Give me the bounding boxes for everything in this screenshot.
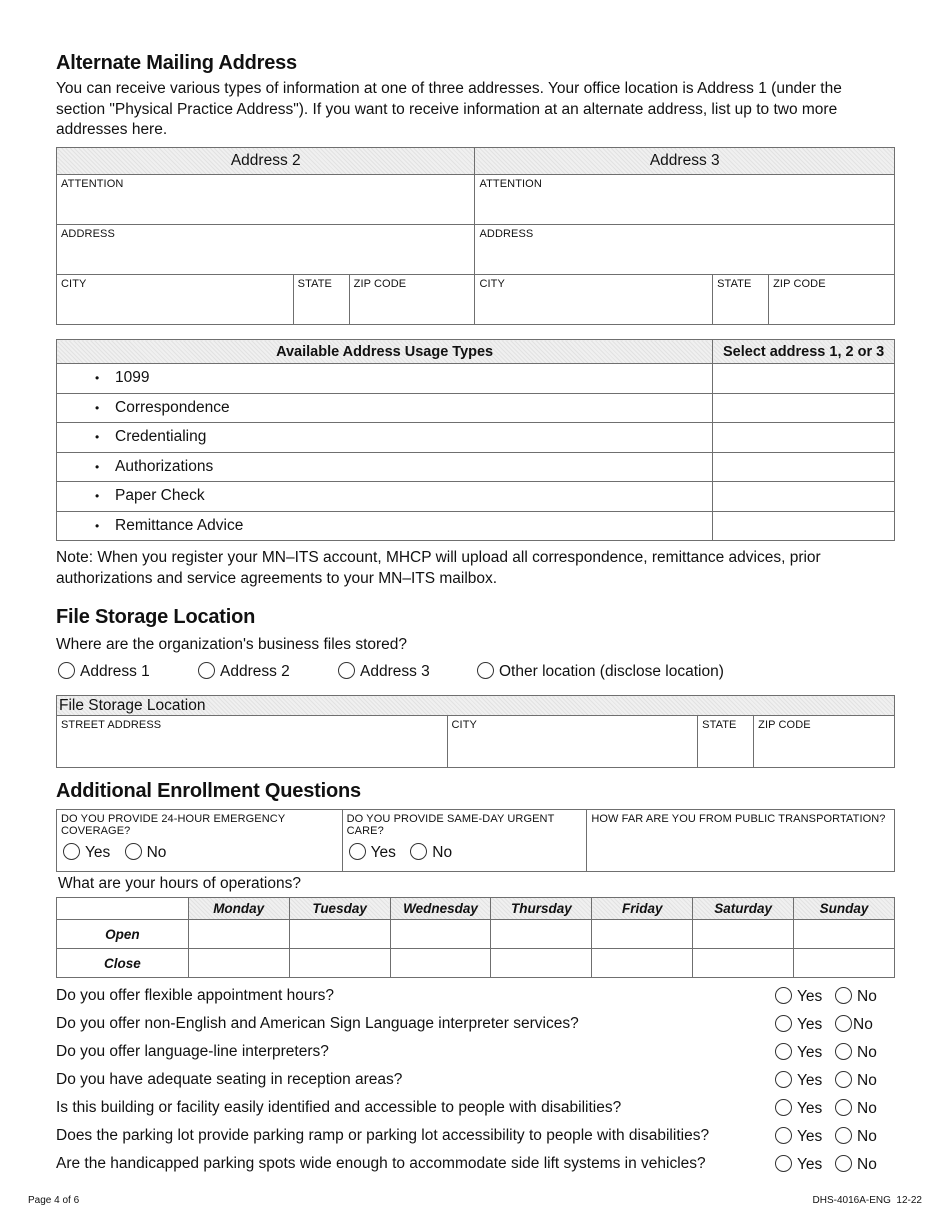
no-option[interactable] — [835, 1043, 877, 1062]
usage-item — [57, 393, 713, 423]
question-text: Do you offer language-line interpreters? — [56, 1043, 329, 1060]
city-label: CITY — [451, 719, 477, 731]
radio-icon[interactable] — [410, 843, 427, 860]
public-transport-field[interactable] — [587, 810, 895, 872]
no-label: No — [432, 844, 453, 861]
day-header-thursday: Thursday — [491, 898, 592, 920]
usage-item — [57, 364, 713, 394]
no-option[interactable] — [835, 1015, 873, 1034]
close-sunday-field[interactable] — [794, 949, 895, 978]
usage-select-field[interactable] — [713, 511, 895, 541]
open-sunday-field[interactable] — [794, 920, 895, 949]
day-header-wednesday: Wednesday — [390, 898, 491, 920]
yes-label: Yes — [797, 1128, 823, 1145]
address-3-header: Address 3 — [475, 148, 895, 175]
yes-label: Yes — [370, 844, 396, 861]
question-row — [56, 1071, 895, 1095]
yes-option[interactable] — [775, 1099, 822, 1118]
address-3-state-field[interactable] — [713, 275, 769, 325]
close-row-label: Close — [57, 949, 189, 978]
file-storage-state-field[interactable] — [698, 716, 754, 768]
file-storage-option-address-3[interactable] — [338, 662, 430, 681]
file-storage-zip-field[interactable] — [754, 716, 895, 768]
close-thursday-field[interactable] — [491, 949, 592, 978]
state-label: STATE — [717, 278, 752, 290]
select-address-header: Select address 1, 2 or 3 — [713, 340, 895, 364]
file-storage-question: Where are the organization's business files stored? — [56, 636, 408, 653]
radio-icon[interactable] — [835, 1127, 852, 1144]
urgent-care-label: DO YOU PROVIDE SAME-DAY URGENT CARE? — [346, 813, 555, 837]
enrollment-questions-table — [56, 809, 895, 872]
enrollment-heading: Additional Enrollment Questions — [56, 780, 361, 802]
usage-select-field[interactable] — [713, 423, 895, 453]
file-storage-street-field[interactable] — [57, 716, 448, 768]
no-label: No — [857, 1100, 877, 1117]
yes-label: Yes — [797, 1044, 823, 1061]
question-text: Do you offer non-English and American Sign Language interpreter services? — [56, 1015, 579, 1032]
usage-item-label: 1099 — [115, 369, 150, 387]
address-2-state-field[interactable] — [293, 275, 349, 325]
address-2-city-field[interactable] — [57, 275, 294, 325]
usage-select-field[interactable] — [713, 364, 895, 394]
hours-question: What are your hours of operations? — [58, 875, 301, 892]
usage-select-field[interactable] — [713, 482, 895, 512]
zip-label: ZIP CODE — [773, 278, 826, 290]
no-label: No — [857, 1072, 877, 1089]
radio-icon[interactable] — [775, 1099, 792, 1116]
urgent-no-option[interactable] — [410, 844, 452, 861]
address-label: ADDRESS — [61, 228, 115, 240]
open-friday-field[interactable] — [592, 920, 693, 949]
file-storage-option-address-2[interactable] — [198, 662, 290, 681]
option-label: Address 3 — [360, 663, 430, 680]
question-row — [56, 1043, 895, 1067]
bullet-icon: • — [95, 489, 100, 504]
public-transport-label: HOW FAR ARE YOU FROM PUBLIC TRANSPORTATION? — [591, 813, 886, 825]
no-option[interactable] — [835, 1071, 877, 1090]
radio-icon[interactable] — [775, 1043, 792, 1060]
address-3-city-field[interactable] — [475, 275, 713, 325]
yes-option[interactable] — [775, 987, 822, 1006]
radio-icon[interactable] — [835, 1043, 852, 1060]
usage-item — [57, 511, 713, 541]
day-header-saturday: Saturday — [693, 898, 794, 920]
no-option[interactable] — [835, 1155, 877, 1174]
no-option[interactable] — [835, 1099, 877, 1118]
yes-label: Yes — [797, 1156, 823, 1173]
zip-label: ZIP CODE — [758, 719, 811, 731]
emergency-yes-option[interactable] — [63, 844, 110, 861]
close-monday-field[interactable] — [188, 949, 289, 978]
yes-option[interactable] — [775, 1043, 822, 1062]
no-label: No — [857, 988, 877, 1005]
urgent-care-cell — [342, 810, 587, 872]
emergency-no-option[interactable] — [125, 844, 167, 861]
radio-icon[interactable] — [775, 1155, 792, 1172]
address-3-zip-field[interactable] — [769, 275, 895, 325]
day-header-tuesday: Tuesday — [289, 898, 390, 920]
form-id: DHS-4016A-ENG 12-22 — [812, 1195, 922, 1206]
question-row — [56, 1099, 895, 1123]
yes-option[interactable] — [775, 1127, 822, 1146]
question-row — [56, 1015, 895, 1039]
question-text: Do you offer flexible appointment hours? — [56, 987, 335, 1004]
option-label: Other location (disclose location) — [499, 663, 724, 680]
radio-icon[interactable] — [835, 1099, 852, 1116]
usage-item-label: Remittance Advice — [115, 516, 244, 534]
radio-icon[interactable] — [349, 843, 366, 860]
usage-item — [57, 452, 713, 482]
alternate-address-table — [56, 147, 895, 325]
address-3-attention-field[interactable] — [475, 175, 895, 225]
attention-label: ATTENTION — [479, 178, 542, 190]
usage-item-label: Credentialing — [115, 428, 207, 446]
open-monday-field[interactable] — [188, 920, 289, 949]
radio-icon[interactable] — [338, 662, 355, 679]
radio-icon[interactable] — [775, 987, 792, 1004]
radio-icon[interactable] — [58, 662, 75, 679]
yes-option[interactable] — [775, 1015, 822, 1034]
radio-icon[interactable] — [835, 1155, 852, 1172]
radio-icon[interactable] — [125, 843, 142, 860]
radio-icon[interactable] — [775, 1071, 792, 1088]
no-label: No — [857, 1156, 877, 1173]
bullet-icon: • — [95, 459, 100, 474]
radio-icon[interactable] — [63, 843, 80, 860]
emergency-coverage-label: DO YOU PROVIDE 24-HOUR EMERGENCY COVERAGE? — [61, 813, 286, 837]
yes-option[interactable] — [775, 1155, 822, 1174]
question-row — [56, 987, 895, 1011]
file-storage-option-other[interactable] — [477, 662, 724, 681]
address-3-address-field[interactable] — [475, 225, 895, 275]
day-header-sunday: Sunday — [794, 898, 895, 920]
state-label: STATE — [702, 719, 737, 731]
close-tuesday-field[interactable] — [289, 949, 390, 978]
usage-select-field[interactable] — [713, 452, 895, 482]
page-number: Page 4 of 6 — [28, 1195, 80, 1206]
usage-item — [57, 482, 713, 512]
city-label: CITY — [479, 278, 505, 290]
question-text: Do you have adequate seating in reception areas? — [56, 1071, 403, 1088]
day-header-friday: Friday — [592, 898, 693, 920]
radio-icon[interactable] — [775, 1127, 792, 1144]
radio-icon[interactable] — [835, 987, 852, 1004]
file-storage-option-address-1[interactable] — [58, 662, 150, 681]
usage-item-label: Authorizations — [115, 457, 214, 475]
usage-item-label: Correspondence — [115, 398, 230, 416]
close-saturday-field[interactable] — [693, 949, 794, 978]
hours-of-operation-table — [56, 897, 895, 978]
no-option[interactable] — [835, 1127, 877, 1146]
city-label: CITY — [61, 278, 87, 290]
bullet-icon: • — [95, 371, 100, 386]
address-2-address-field[interactable] — [57, 225, 475, 275]
question-text: Are the handicapped parking spots wide enough to accommodate side lift systems in vehicles? — [56, 1155, 706, 1172]
bullet-icon: • — [95, 430, 100, 445]
no-label: No — [853, 1016, 873, 1033]
file-storage-heading: File Storage Location — [56, 606, 256, 628]
usage-item — [57, 423, 713, 453]
usage-select-field[interactable] — [713, 393, 895, 423]
question-text: Is this building or facility easily identified and accessible to people with disabilities? — [56, 1099, 622, 1116]
question-row — [56, 1155, 895, 1179]
yes-label: Yes — [797, 1072, 823, 1089]
yes-option[interactable] — [775, 1071, 822, 1090]
attention-label: ATTENTION — [61, 178, 124, 190]
file-storage-table — [56, 695, 895, 768]
radio-icon[interactable] — [835, 1071, 852, 1088]
question-text: Does the parking lot provide parking ramp or parking lot accessibility to people with disabilities? — [56, 1127, 710, 1144]
no-label: No — [857, 1128, 877, 1145]
open-row-label: Open — [57, 920, 189, 949]
open-thursday-field[interactable] — [491, 920, 592, 949]
address-2-zip-field[interactable] — [349, 275, 475, 325]
bullet-icon: • — [95, 400, 100, 415]
address-2-header: Address 2 — [57, 148, 475, 175]
radio-icon[interactable] — [198, 662, 215, 679]
yes-label: Yes — [85, 844, 111, 861]
open-saturday-field[interactable] — [693, 920, 794, 949]
hours-corner-cell — [57, 898, 189, 920]
bullet-icon: • — [95, 518, 100, 533]
yes-label: Yes — [797, 1100, 823, 1117]
yes-label: Yes — [797, 988, 823, 1005]
usage-types-header: Available Address Usage Types — [57, 340, 713, 364]
yes-label: Yes — [797, 1016, 823, 1033]
alternate-mailing-heading: Alternate Mailing Address — [56, 52, 297, 74]
alternate-mailing-intro: You can receive various types of information at one of three addresses. Your office location is Address 1 (under the section "Physical Practice Address"). If you want to receive information at an alternate address, list up to two more addresses here. — [56, 80, 842, 138]
day-header-monday: Monday — [188, 898, 289, 920]
file-storage-table-title: File Storage Location — [57, 696, 895, 716]
address-2-attention-field[interactable] — [57, 175, 475, 225]
address-usage-table — [56, 339, 895, 541]
no-option[interactable] — [835, 987, 877, 1006]
file-storage-city-field[interactable] — [447, 716, 698, 768]
open-wednesday-field[interactable] — [390, 920, 491, 949]
radio-icon[interactable] — [477, 662, 494, 679]
emergency-coverage-cell — [57, 810, 343, 872]
open-tuesday-field[interactable] — [289, 920, 390, 949]
urgent-yes-option[interactable] — [349, 844, 396, 861]
no-label: No — [857, 1044, 877, 1061]
state-label: STATE — [297, 278, 332, 290]
radio-icon[interactable] — [835, 1015, 852, 1032]
no-label: No — [146, 844, 167, 861]
radio-icon[interactable] — [775, 1015, 792, 1032]
street-label: STREET ADDRESS — [61, 719, 162, 731]
address-label: ADDRESS — [479, 228, 534, 240]
option-label: Address 1 — [80, 663, 150, 680]
question-row — [56, 1127, 895, 1151]
usage-item-label: Paper Check — [115, 487, 205, 505]
usage-note: Note: When you register your MN–ITS account, MHCP will upload all correspondence, remittance advices, prior authorizations and service agreements to your MN–ITS mailbox. — [56, 549, 821, 587]
option-label: Address 2 — [220, 663, 290, 680]
zip-label: ZIP CODE — [353, 278, 407, 290]
close-friday-field[interactable] — [592, 949, 693, 978]
close-wednesday-field[interactable] — [390, 949, 491, 978]
